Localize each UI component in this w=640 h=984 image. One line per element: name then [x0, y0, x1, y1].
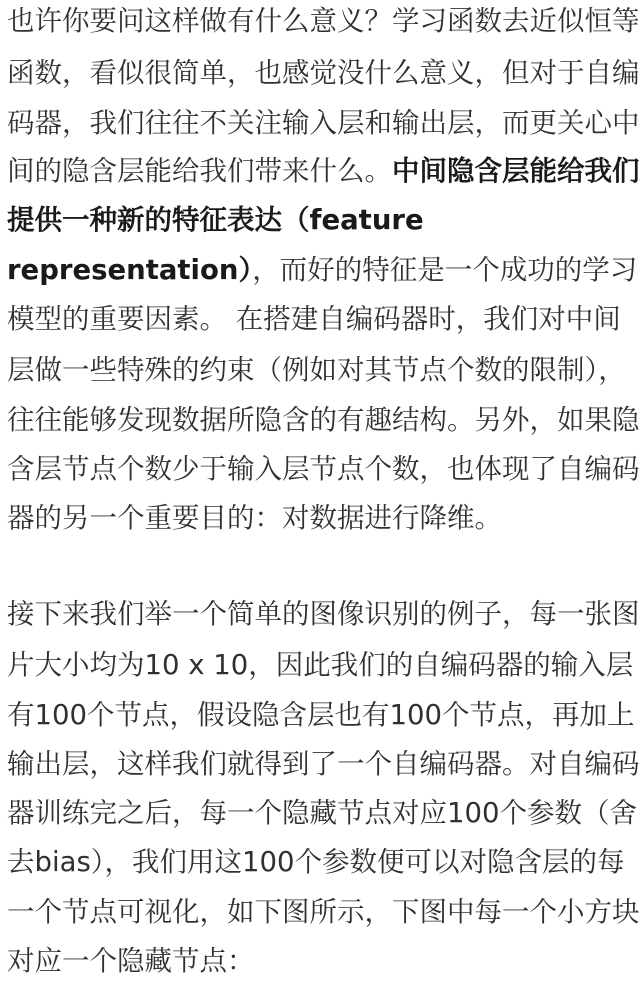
text-segment: 对应一个隐藏节点：: [7, 945, 255, 977]
text-line: [7, 895, 640, 929]
text-line: [7, 4, 640, 38]
text-segment: 码器，我们往往不关注输入层和输出层，而更关心中: [7, 107, 640, 139]
text-segment: 模型的重要因素。 在搭建自编码器时，我们对中间: [7, 303, 621, 335]
text-line: [7, 845, 640, 879]
bold-text-segment: 中间隐含层能给我们: [392, 155, 640, 187]
text-line: [7, 302, 640, 336]
text-line: [7, 747, 640, 781]
text-line: [7, 501, 640, 535]
text-line: [7, 403, 640, 437]
text-line: [7, 648, 640, 682]
text-segment: 间的隐含层能给我们带来什么。: [7, 155, 392, 187]
text-line: [7, 698, 640, 732]
text-segment: 往往能够发现数据所隐含的有趣结构。另外，如果隐: [7, 404, 640, 436]
text-segment: ，而好的特征是一个成功的学习: [252, 254, 638, 286]
text-line: [7, 106, 640, 140]
text-segment: 片大小均为10 x 10，因此我们的自编码器的输入层: [7, 649, 634, 681]
text-line: [7, 597, 640, 631]
text-segment: 器的另一个重要目的：对数据进行降维。: [7, 502, 502, 534]
text-line: [7, 452, 640, 486]
text-segment: 也许你要问这样做有什么意义？学习函数去近似恒等: [7, 5, 640, 37]
bold-text-segment: 提供一种新的特征表达（feature: [7, 204, 424, 236]
text-line: [7, 203, 640, 237]
text-segment: 一个节点可视化，如下图所示，下图中每一个小方块: [7, 896, 640, 928]
text-segment: 函数，看似很简单，也感觉没什么意义，但对于自编: [7, 57, 640, 89]
text-segment: 去bias），我们用这100个参数便可以对隐含层的每: [7, 846, 625, 878]
text-line: [7, 353, 640, 387]
text-line: [7, 154, 640, 188]
text-segment: 有100个节点，假设隐含层也有100个节点，再加上: [7, 699, 635, 731]
text-segment: 器训练完之后，每一个隐藏节点对应100个参数（舍: [7, 797, 637, 829]
text-segment: 输出层，这样我们就得到了一个自编码器。对自编码: [7, 748, 640, 780]
text-segment: 接下来我们举一个简单的图像识别的例子，每一张图: [7, 598, 640, 630]
text-segment: 层做一些特殊的约束（例如对其节点个数的限制），: [7, 354, 626, 386]
bold-text-segment: representation）: [7, 254, 253, 286]
text-line: [7, 56, 640, 90]
text-line: [7, 944, 640, 978]
text-segment: 含层节点个数少于输入层节点个数，也体现了自编码: [7, 453, 640, 485]
text-line: [7, 253, 640, 287]
text-line: [7, 796, 640, 830]
